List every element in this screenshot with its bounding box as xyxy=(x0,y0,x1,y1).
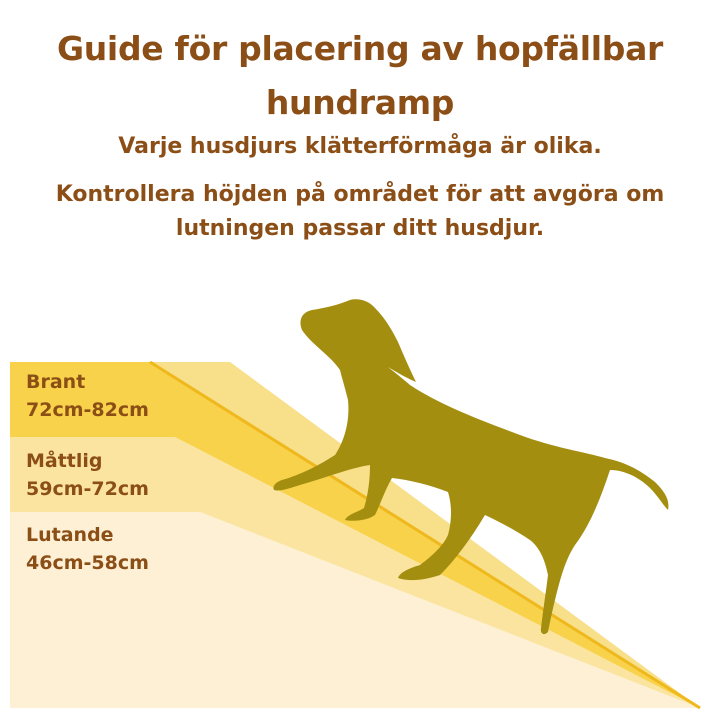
zone-brant-range: 72cm-82cm xyxy=(26,399,149,421)
zone-mattlig-name: Måttlig xyxy=(26,450,103,472)
title-line-2: hundramp xyxy=(265,83,455,122)
zone-brant xyxy=(26,368,149,424)
note-line-1: Kontrollera höjden på området för att avgöra om xyxy=(55,182,665,207)
zone-mattlig xyxy=(26,447,149,503)
subtitle: Varje husdjurs klätterförmåga är olika. xyxy=(118,134,602,159)
zone-lutande-name: Lutande xyxy=(26,524,114,546)
title-line-1: Guide för placering av hopfällbar xyxy=(56,29,664,68)
zone-lutande-range: 46cm-58cm xyxy=(26,552,149,574)
zone-mattlig-range: 59cm-72cm xyxy=(26,478,149,500)
zone-lutande xyxy=(26,521,149,577)
note-line-2: lutningen passar ditt husdjur. xyxy=(175,216,545,241)
zone-brant-name: Brant xyxy=(26,371,86,393)
